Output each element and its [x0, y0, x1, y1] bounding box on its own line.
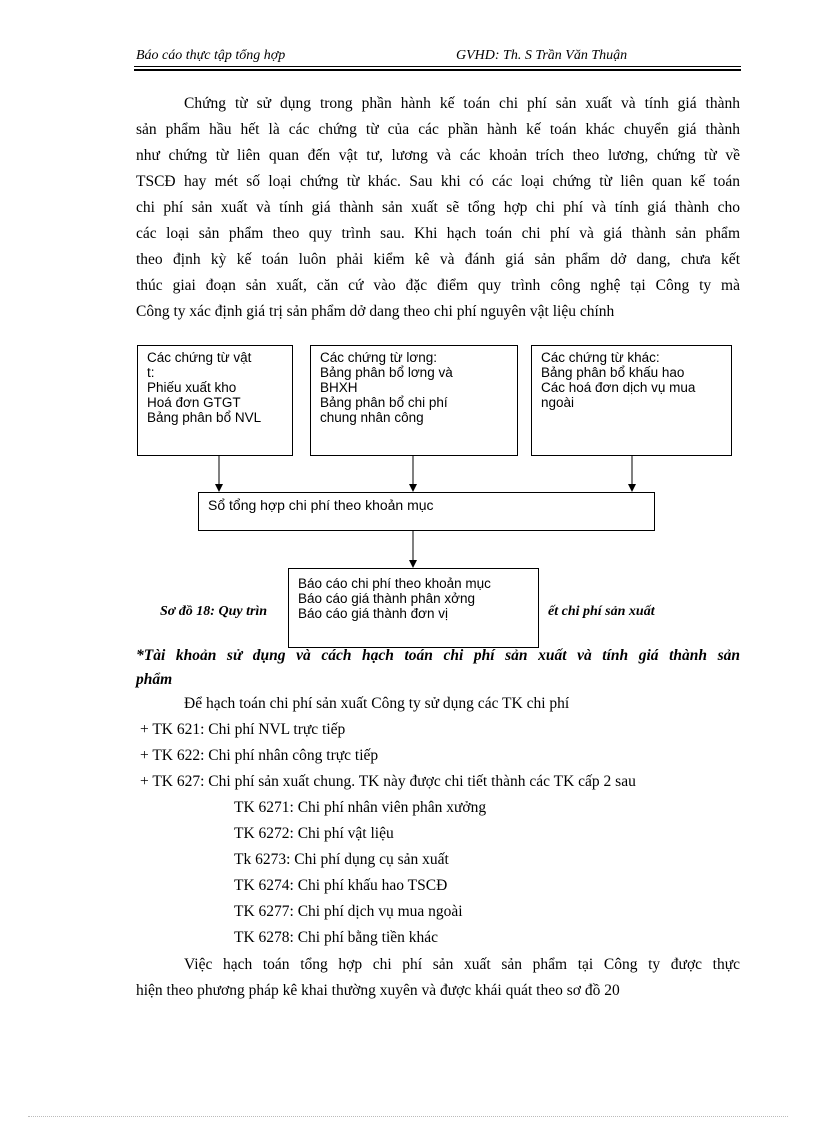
- diagram-caption-right: ết chi phí sản xuất: [548, 604, 655, 619]
- paragraph-line: các loại sản phẩm theo quy trình sau. Khi hạch toán chi phí và giá thành sản phẩm: [136, 225, 740, 242]
- paragraph-line: như chứng từ liên quan đến vật tư, lương và các khoản trích theo lương, chứng từ về: [136, 147, 740, 164]
- box-line: ngoài: [541, 395, 575, 410]
- box-cost-summary: [198, 492, 655, 531]
- box-line: Các hoá đơn dịch vụ mua: [541, 380, 696, 395]
- paragraph-line: Công ty xác định giá trị sản phẩm dở dang theo chi phí nguyên vật liệu chính: [136, 303, 615, 320]
- box-line: Báo cáo chi phí theo khoản mục: [298, 576, 491, 591]
- box-line: Sổ tổng hợp chi phí theo khoản mục: [208, 497, 434, 513]
- box-material-documents: [137, 345, 293, 456]
- section-title: [136, 644, 740, 692]
- box-line: t:: [147, 365, 155, 380]
- box-line: Các chứng từ vật: [147, 350, 252, 365]
- arrow-box1-to-summary: [215, 456, 223, 492]
- arrow-box2-to-summary: [409, 456, 417, 492]
- account-item: + TK 621: Chi phí NVL trực tiếp: [140, 721, 346, 738]
- box-line: Các chứng từ lơng:: [320, 350, 437, 365]
- box-reports: [288, 568, 539, 648]
- box-line: Bảng phân bổ chi phí: [320, 395, 448, 410]
- sub-account-item: TK 6278: Chi phí bằng tiền khác: [234, 929, 439, 946]
- box-line: Bảng phân bổ NVL: [147, 410, 262, 425]
- account-item: + TK 622: Chi phí nhân công trực tiếp: [140, 747, 379, 764]
- account-item: + TK 627: Chi phí sản xuất chung. TK này được chi tiết thành các TK cấp 2 sau: [140, 773, 636, 790]
- box-line: Bảng phân bổ khấu hao: [541, 365, 685, 380]
- footer-dotted-rule: [28, 1116, 788, 1117]
- paragraph-line: sản phẩm hầu hết là các chứng từ của các phần hành kế toán khác chuyển giá thành: [136, 121, 740, 138]
- arrow-summary-to-reports: [409, 531, 417, 568]
- header-advisor: GVHD: Th. S Trần Văn Thuận: [456, 48, 628, 63]
- box-line: Phiếu xuất kho: [147, 380, 237, 395]
- box-line: chung nhân công: [320, 410, 424, 425]
- sub-account-item: TK 6274: Chi phí khấu hao TSCĐ: [234, 877, 448, 894]
- box-salary-documents: [310, 345, 518, 456]
- sub-account-item: TK 6277: Chi phí dịch vụ mua ngoài: [234, 903, 463, 920]
- paragraph-line: chi phí sản xuất và tính giá thành sản xuất sẽ tổng hợp chi phí và tính giá thành cho: [136, 199, 740, 216]
- box-other-documents: [531, 345, 732, 456]
- sub-account-item: TK 6272: Chi phí vật liệu: [234, 825, 394, 842]
- box-line: Hoá đơn GTGT: [147, 395, 241, 410]
- section-title-line: *Tài khoản sử dụng và cách hạch toán chi phí sản xuất và tính giá thành sản: [136, 647, 740, 664]
- header-report-title: Báo cáo thực tập tổng hợp: [136, 48, 286, 63]
- paragraph-line: TSCĐ hay mét số loại chứng từ khác. Sau khi có các loại chứng từ liên quan kế toán: [136, 173, 740, 190]
- paragraph-line: Chứng từ sử dụng trong phần hành kế toán chi phí sản xuất và tính giá thành: [184, 95, 740, 112]
- accounts-intro: Để hạch toán chi phí sản xuất Công ty sử dụng các TK chi phí: [184, 695, 570, 712]
- arrow-box3-to-summary: [628, 456, 636, 492]
- paragraph-line: thúc giai đoạn sản xuất, căn cứ vào đặc điểm quy trình công nghệ tại Công ty mà: [136, 277, 740, 294]
- paragraph-line: theo định kỳ kế toán luôn phải kiểm kê và đánh giá sản phẩm dở dang, chưa kết: [136, 251, 740, 268]
- sub-account-item: TK 6271: Chi phí nhân viên phân xưởng: [234, 799, 487, 816]
- paragraph-line: Việc hạch toán tổng hợp chi phí sản xuất sản phẩm tại Công ty được thực: [184, 956, 740, 973]
- paragraph-line: hiện theo phương pháp kê khai thường xuyên và được khái quát theo sơ đồ 20: [136, 982, 620, 999]
- closing-paragraph: [136, 952, 740, 1004]
- box-line: Các chứng từ khác:: [541, 350, 660, 365]
- box-line: Báo cáo giá thành phân xởng: [298, 591, 475, 606]
- section-title-line: phẩm: [136, 671, 173, 688]
- diagram-caption-left: Sơ đồ 18: Quy trìn: [160, 604, 268, 619]
- sub-account-item: Tk 6273: Chi phí dụng cụ sản xuất: [234, 851, 449, 868]
- box-line: BHXH: [320, 380, 358, 395]
- box-line: Bảng phân bổ lơng và: [320, 365, 453, 380]
- box-line: Báo cáo giá thành đơn vị: [298, 606, 448, 621]
